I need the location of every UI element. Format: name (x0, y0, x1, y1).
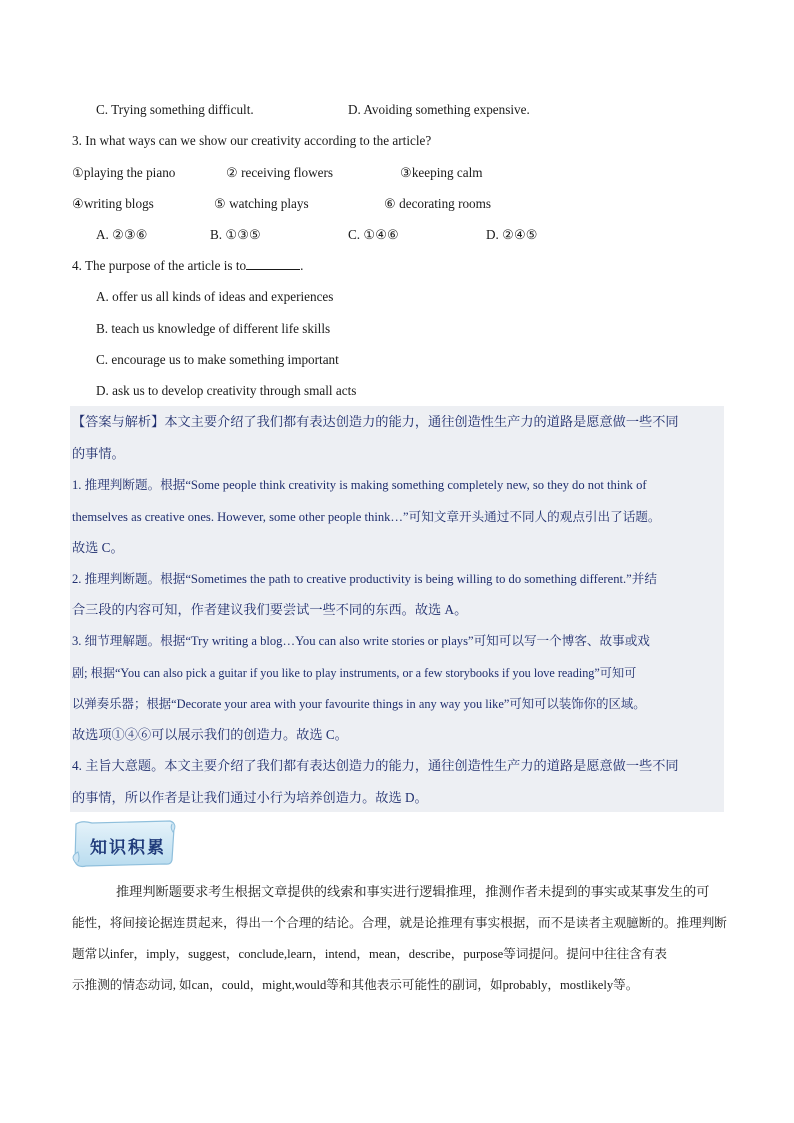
q4-stem-end: . (300, 258, 304, 273)
analysis-line-9: 剧; 根据“You can also pick a guitar if you like to play instruments, or a few storybooks if you love reading”可知可 (72, 666, 637, 680)
knowledge-badge (72, 818, 178, 870)
analysis-line-6: 2. 推理判断题。根据“Sometimes the path to creative productivity is being willing to do something different.”并结 (72, 572, 657, 586)
q3-item-1: ①playing the piano (72, 165, 176, 180)
answer-blank (246, 257, 300, 270)
analysis-line-11: 故选项①④⑥可以展示我们的创造力。故选 C。 (72, 727, 348, 742)
analysis-line-4: themselves as creative ones. However, some other people think…”可知文章开头通过不同人的观点引出了话题。 (72, 510, 661, 524)
q3-item-3: ③keeping calm (400, 165, 483, 180)
analysis-line-8: 3. 细节理解题。根据“Try writing a blog…You can also write stories or plays”可知可以写一个博客、故事或戏 (72, 634, 650, 648)
analysis-line-10: 以弹奏乐器；根据“Decorate your area with your favourite things in any way you like”可知可以装饰你的区域。 (72, 697, 646, 711)
analysis-line-5: 故选 C。 (72, 540, 124, 555)
q3-item-6: ⑥ decorating rooms (384, 196, 492, 211)
analysis-line-7: 合三段的内容可知，作者建议我们要尝试一些不同的东西。故选 A。 (72, 602, 468, 617)
q4-option-d: D. ask us to develop creativity through small acts (96, 383, 357, 398)
q2-option-c: C. Trying something difficult. (96, 102, 254, 117)
analysis-text: 本文主要介绍了我们都有表达创造力的能力，通往创造性生产力的道路是愿意做一些不同 (164, 414, 679, 429)
analysis-line-13: 的事情，所以作者是让我们通过小行为培养创造力。故选 D。 (72, 790, 428, 805)
knowledge-line-1: 推理判断题要求考生根据文章提供的线索和事实进行逻辑推理，推测作者未提到的事实或某事发生的可 (116, 884, 710, 899)
q3-choice-b: B. ①③⑤ (210, 227, 261, 242)
q3-choice-c: C. ①④⑥ (348, 227, 399, 242)
analysis-line-12: 4. 主旨大意题。本文主要介绍了我们都有表达创造力的能力，通往创造性生产力的道路是愿意做一些不同 (72, 758, 679, 773)
knowledge-line-4: 示推测的情态动词, 如can，could，might,would等和其他表示可能性的副词，如probably，mostlikely等。 (72, 978, 639, 992)
analysis-heading: 【答案与解析】 (72, 414, 165, 429)
q2-option-d: D. Avoiding something expensive. (348, 102, 530, 117)
q4-option-c: C. encourage us to make something important (96, 352, 339, 367)
analysis-line-3: 1. 推理判断题。根据“Some people think creativity is making something completely new, so they do not think of (72, 478, 647, 492)
q4-option-b: B. teach us knowledge of different life skills (96, 321, 331, 336)
q3-item-4: ④writing blogs (72, 196, 154, 211)
q4-option-a: A. offer us all kinds of ideas and experiences (96, 289, 334, 304)
q4-stem (72, 257, 303, 275)
knowledge-line-2: 能性，将间接论据连贯起来，得出一个合理的结论。合理，就是论推理有事实根据，而不是读者主观臆断的。推理判断 (72, 916, 727, 930)
q3-item-5: ⑤ watching plays (214, 196, 309, 211)
q3-item-2: ② receiving flowers (226, 165, 334, 180)
analysis-line-1 (72, 413, 679, 431)
q3-stem: 3. In what ways can we show our creativity according to the article? (72, 133, 432, 148)
q3-choice-a: A. ②③⑥ (96, 227, 148, 242)
knowledge-line-3: 题常以infer，imply，suggest，conclude,learn，intend，mean，describe，purpose等词提问。提问中往往含有表 (72, 947, 667, 961)
q4-stem-text: 4. The purpose of the article is to (72, 258, 247, 273)
knowledge-badge-label: 知识积累 (90, 838, 166, 858)
analysis-line-2: 的事情。 (72, 446, 125, 461)
q3-choice-d: D. ②④⑤ (486, 227, 538, 242)
